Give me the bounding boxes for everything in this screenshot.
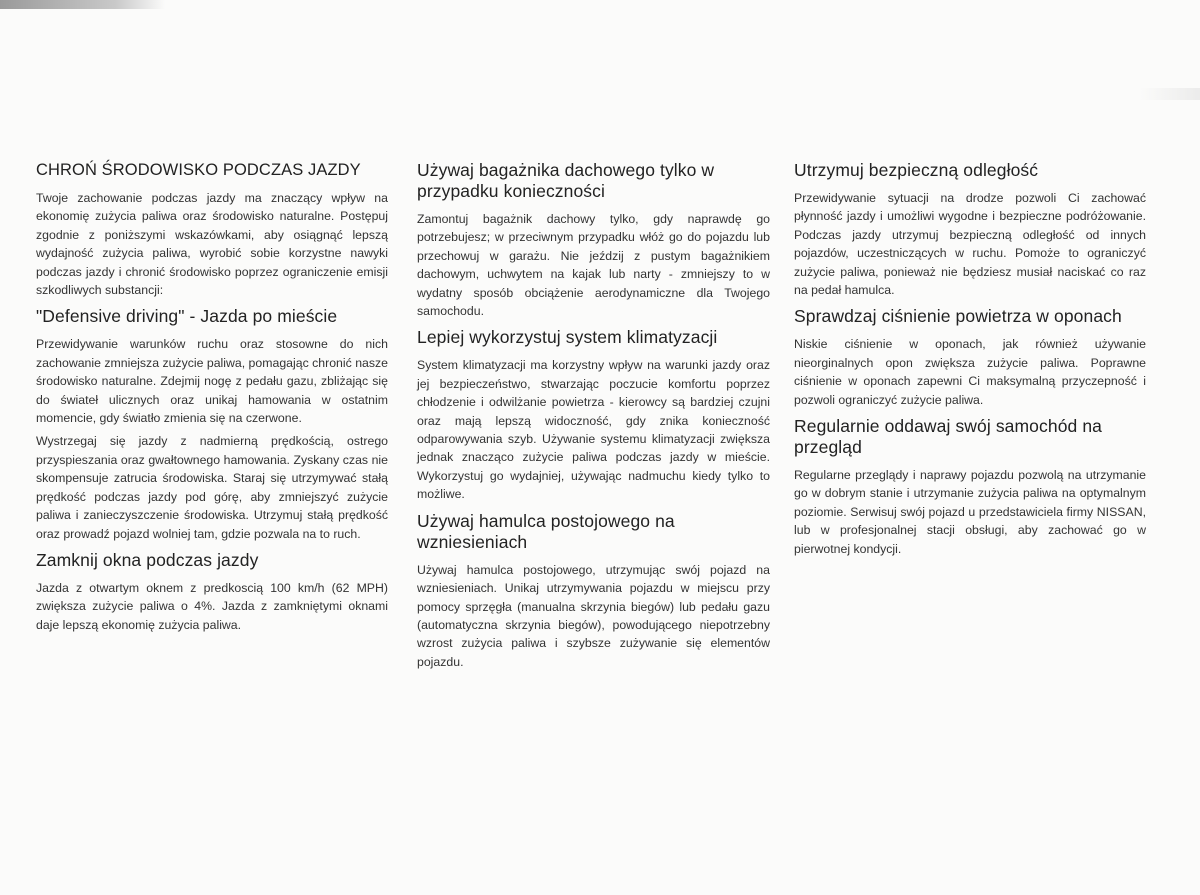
section-body: Przewidywanie warunków ruchu oraz stosowne do nich zachowanie zmniejsza zużycie paliwa, pomagając chronić nasze środowisko naturalne. Zdejmij nogę z pedału gazu, zbliżając się do świateł ulicznych oraz unikaj hamowania w ostatnim momencie, gdy światło zmienia się na czerwone. xyxy=(36,337,389,426)
column-right xyxy=(794,160,1146,565)
section-chron-srodowisko xyxy=(36,160,388,299)
section-heading: Utrzymuj bezpieczną odległość xyxy=(794,160,1039,180)
section-body: Niskie ciśnienie w oponach, jak również używanie nieorginalnych opon zwiększa zużycie paliwa. Poprawne ciśnienie w oponach zapewni Ci maksymalną przyczepność i pozwoli ograniczyć zużycie paliwa. xyxy=(794,337,1146,407)
section-body: Zamontuj bagażnik dachowy tylko, gdy naprawdę go potrzebujesz; w przeciwnym przypadku włóż go do pojazdu lub przechowuj w garażu. Nie jeździj z pustym bagażnikiem dachowym, uchwytem na kajak lub narty - zmniejszy to w wydatny sposób obciążenie aerodynamiczne dla Twojego samochodu. xyxy=(417,212,770,319)
column-left xyxy=(36,160,388,641)
section-body: Twoje zachowanie podczas jazdy ma znaczący wpływ na ekonomię zużycia paliwa oraz środowisko naturalne. Postępuj zgodnie z poniższymi wskazówkami, aby osiągnąć lepszą wydajność zużycia paliwa, wyrobić sobie korzystne nawyki podczas jazdy i chronić środowisko poprzez ograniczenie emisji szkodliwych substancji: xyxy=(36,191,388,298)
section-defensive-driving xyxy=(36,306,388,542)
section-bagaznik-dachowy xyxy=(417,160,770,320)
section-cisnienie-opon xyxy=(794,306,1146,409)
section-klimatyzacja xyxy=(417,327,770,503)
section-heading: "Defensive driving" - Jazda po mieście xyxy=(36,306,338,327)
section-zamknij-okna xyxy=(36,550,388,634)
section-heading: Lepiej wykorzystuj system klimatyzacji xyxy=(417,327,718,348)
section-hamulec-postojowy xyxy=(417,511,770,671)
section-bezpieczna-odleglosc xyxy=(794,160,1146,299)
section-heading: CHROŃ ŚRODOWISKO PODCZAS JAZDY xyxy=(36,161,361,179)
section-heading: Używaj bagażnika dachowego tylko w przypadku konieczności xyxy=(417,160,715,201)
section-heading: Zamknij okna podczas jazdy xyxy=(36,549,259,570)
section-heading: Używaj hamulca postojowego na wzniesieniach xyxy=(417,510,675,552)
section-body: Regularne przeglądy i naprawy pojazdu pozwolą na utrzymanie go w dobrym stanie i utrzymanie zużycia paliwa na optymalnym poziomie. Serwisuj swój pojazd u przedstawiciela firmy NISSAN, lub w profesjonalnej stacji obsługi, aby zachować go w pierwotnej kondycji. xyxy=(794,468,1146,556)
section-body: System klimatyzacji ma korzystny wpływ na warunki jazdy oraz jej bezpieczeństwo, stwarzając poczucie komfortu poprzez chłodzenie i odwilżanie powietrza - kierowcy są bardziej czujni oraz mają lepszą widoczność, gdy znika konieczność odparowywania szyb. Używanie systemu klimatyzacji zwiększa jednak znacząco zużycie paliwa podczas jazdy w mieście. Wykorzystuj go wydajniej, używając nadmuchu kiedy tylko to możliwe. xyxy=(417,358,770,502)
scan-edge-shadow xyxy=(0,0,165,9)
section-body: Używaj hamulca postojowego, utrzymując swój pojazd na wzniesieniach. Unikaj utrzymywania pojazdu w miejscu przy pomocy sprzęgła (manualna skrzynia biegów) lub pedału gazu (automatyczna skrzynia biegów), powodującego niepotrzebny wzrost zużycia paliwa i szybsze zużywanie się elementów pojazdu. xyxy=(417,562,770,669)
section-body: Przewidywanie sytuacji na drodze pozwoli Ci zachować płynność jazdy i umożliwi wygodne i bezpieczne podróżowanie. Podczas jazdy utrzymuj bezpieczną odległość od innych pojazdów, uczestniczących w ruchu. Pomoże to ograniczyć zużycie paliwa, ponieważ nie będziesz musiał naciskać co raz na pedał hamulca. xyxy=(794,191,1146,298)
section-body: Jazda z otwartym oknem z predkoscią 100 km/h (62 MPH) zwiększa zużycie paliwa o 4%. Jazda z zamkniętymi oknami daje lepszą ekonomię zużycia paliwa. xyxy=(36,580,388,632)
section-heading: Sprawdzaj ciśnienie powietrza w oponach xyxy=(794,306,1122,327)
page-bleed-through xyxy=(1140,88,1200,100)
section-body: Wystrzegaj się jazdy z nadmierną prędkością, ostrego przyspieszania oraz gwałtownego hamowania. Zyskany czas nie skompensuje zatrucia środowiska. Staraj się utrzymywać stałą prędkość podczas jazdy pod górę, aby zmniejszyć zużycie paliwa i zanieczyszczenie środowiska. Utrzymuj stałą prędkość oraz prowadź pojazd wolniej tam, gdzie pozwala na to ruch. xyxy=(36,434,388,541)
section-przeglad xyxy=(794,416,1146,558)
section-heading: Regularnie oddawaj swój samochód na przegląd xyxy=(794,416,1102,458)
column-middle xyxy=(417,160,770,678)
